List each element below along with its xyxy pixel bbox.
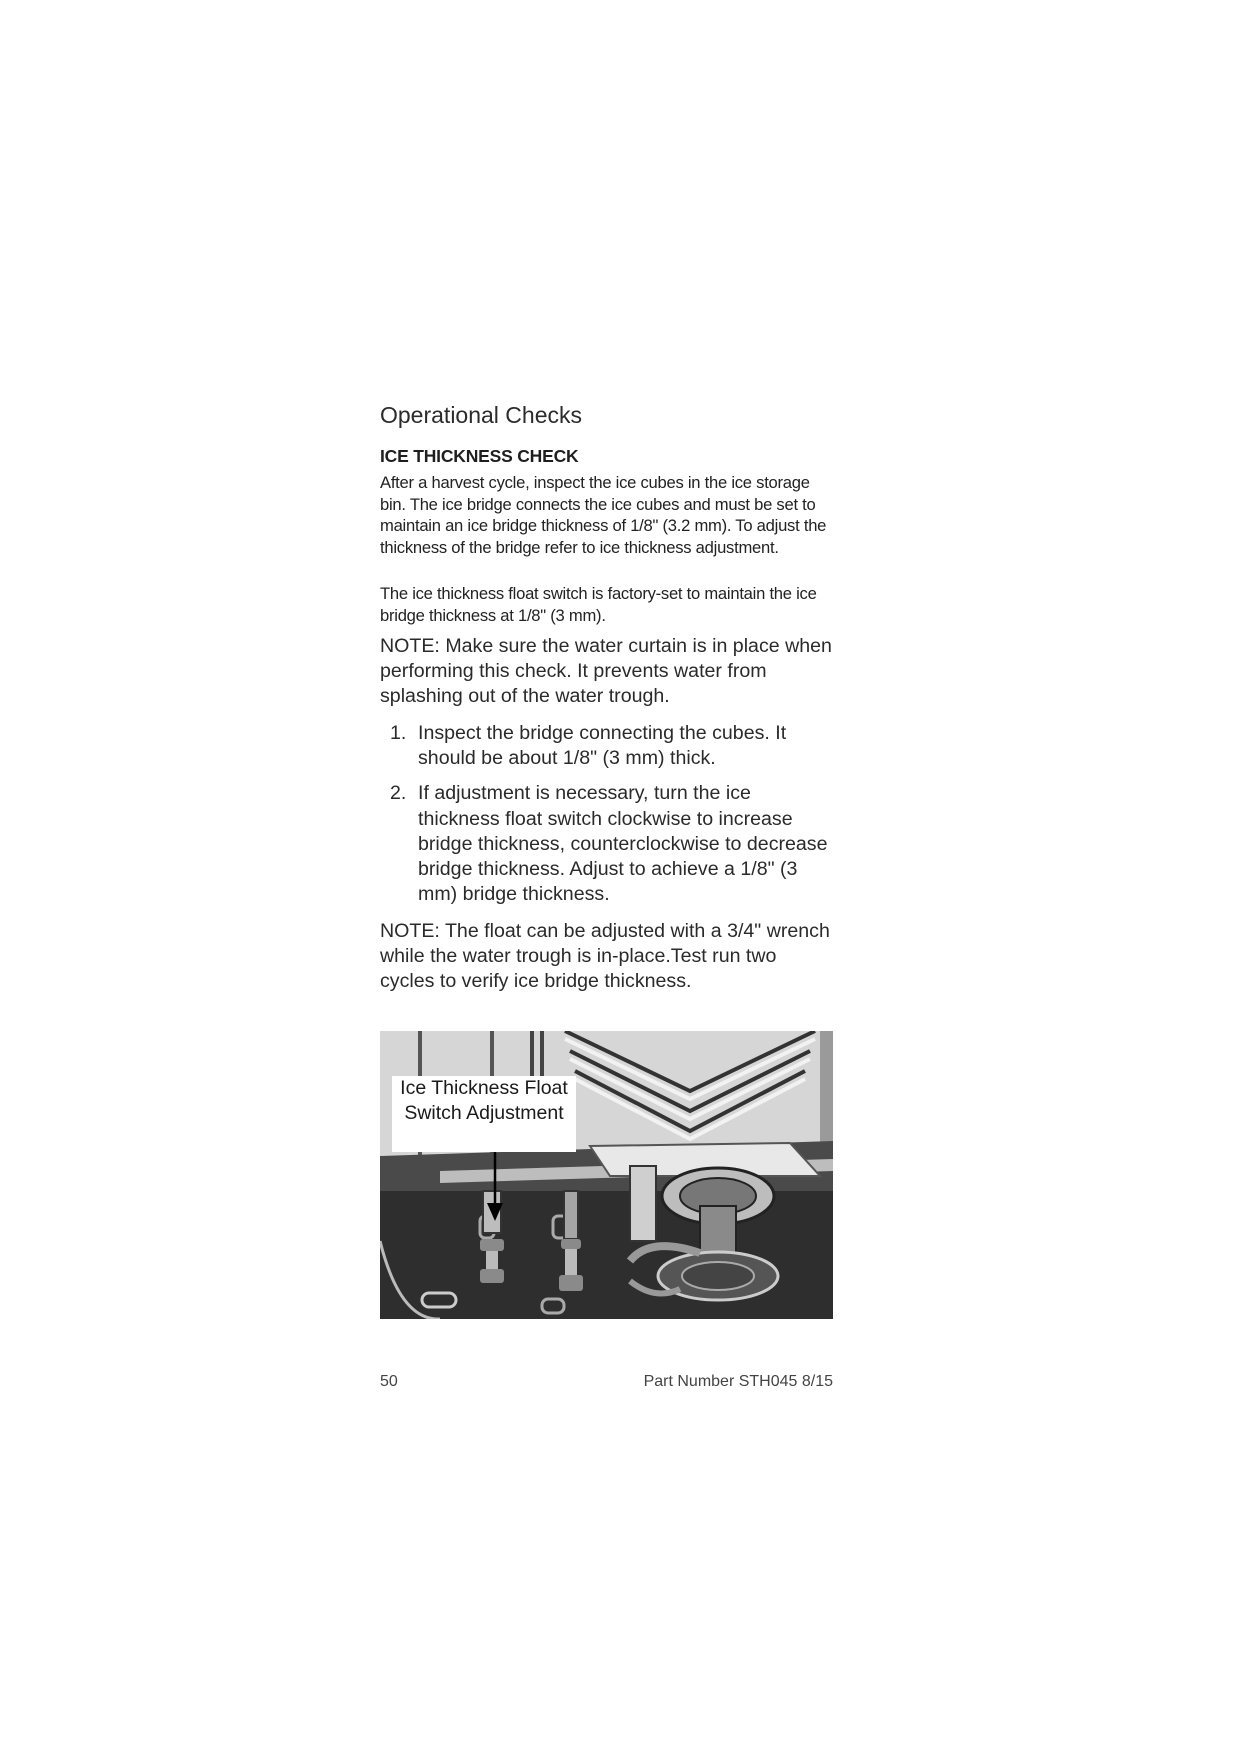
step-number: 1. (390, 722, 407, 744)
callout-line-1: Ice Thickness Float (400, 1077, 568, 1099)
figure-callout (392, 1076, 576, 1152)
section-heading: ICE THICKNESS CHECK (380, 446, 579, 466)
step-number: 2. (390, 782, 407, 805)
intro-paragraph: After a harvest cycle, inspect the ice cubes in the ice storage bin. The ice bridge connects the ice cubes and must be set to maintain an ice bridge thickness of 1/8" (3.2 mm). To adjust the thickness of the bridge refer to ice thickness adjustment. (380, 473, 827, 557)
page-heading: Operational Checks (380, 402, 582, 428)
note-water-curtain: NOTE: Make sure the water curtain is in place when performing this check. It prevents water from splashing out of the water trough. (380, 635, 832, 708)
step-item (390, 781, 832, 907)
step-text: Inspect the bridge connecting the cubes. It should be about 1/8" (3 mm) thick. (418, 722, 787, 770)
factory-set-paragraph: The ice thickness float switch is factory-set to maintain the ice bridge thickness at 1/8" (3 mm). (380, 584, 817, 625)
page-number: 50 (380, 1373, 398, 1390)
steps-list (390, 721, 832, 917)
ice-machine-illustration (380, 1031, 833, 1319)
step-text: If adjustment is necessary, turn the ice thickness float switch clockwise to increase bridge thickness, counterclockwise to decrease bridge thickness. Adjust to achieve a 1/8" (3 mm) bridge thickness. (418, 782, 828, 906)
float-switch-photo (380, 1031, 833, 1319)
note-wrench: NOTE: The float can be adjusted with a 3/4" wrench while the water trough is in-place.Test run two cycles to verify ice bridge thickness. (380, 920, 830, 993)
step-item (390, 721, 832, 771)
part-number: Part Number STH045 8/15 (643, 1373, 833, 1390)
callout-line-2: Switch Adjustment (404, 1102, 564, 1124)
